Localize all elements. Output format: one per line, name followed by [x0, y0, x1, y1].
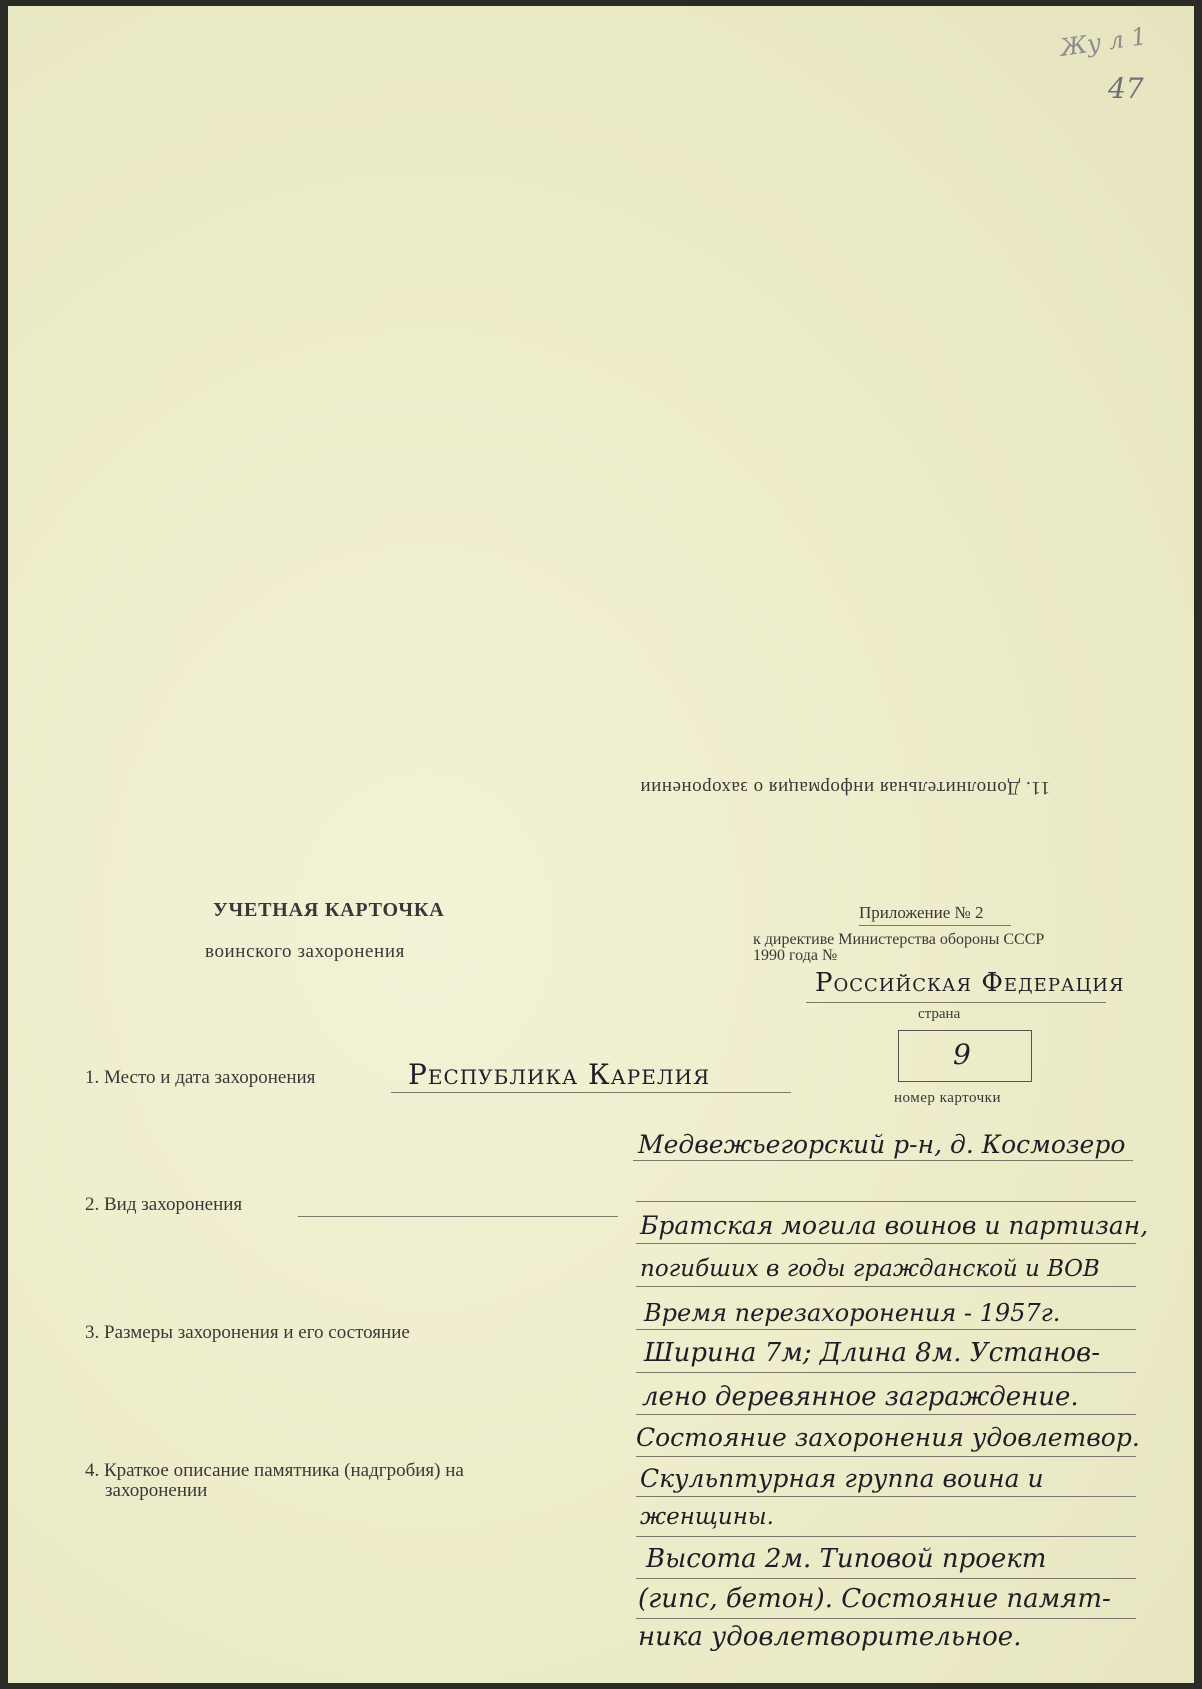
handwritten-line: Состояние захоронения удовлетвор. — [636, 1423, 1140, 1452]
handwritten-line: Высота 2м. Типовой проект — [646, 1544, 1047, 1574]
rotated-section-heading: 11. Дополнительная информация о захоронении — [640, 777, 1051, 798]
card-number-label: номер карточки — [894, 1090, 1001, 1106]
handwritten-line: ника удовлетворительное. — [638, 1622, 1022, 1652]
handwritten-line: лено деревянное заграждение. — [642, 1382, 1079, 1412]
handwritten-line: Ширина 7м; Длина 8м. Установ- — [644, 1338, 1100, 1368]
directive-line1: к директиве Министерства обороны СССР — [753, 931, 1045, 948]
handwritten-line: женщины. — [640, 1504, 774, 1530]
handwritten-line: Медвежьегорский р-н, д. Космозеро — [638, 1130, 1126, 1159]
field-1-value: Республика Карелия — [408, 1058, 711, 1091]
country-label: страна — [918, 1006, 961, 1022]
appendix-label: Приложение № 2 — [859, 903, 984, 922]
card-number-value: 9 — [953, 1038, 971, 1071]
handwritten-line: погибших в годы гражданской и ВОВ — [640, 1256, 1100, 1282]
handwritten-line: Скульптурная группа воина и — [640, 1464, 1044, 1493]
field-4-label-line2: захоронении — [105, 1480, 208, 1501]
document-page — [8, 6, 1194, 1683]
field-3-label: 3. Размеры захоронения и его состояние — [85, 1322, 410, 1343]
handwritten-line: Братская могила воинов и партизан, — [640, 1211, 1149, 1240]
field-1-label: 1. Место и дата захоронения — [85, 1067, 316, 1088]
directive-line2: 1990 года № — [753, 947, 838, 964]
field-4-label-line1: 4. Краткое описание памятника (надгробия) на — [85, 1460, 464, 1481]
card-title: УЧЕТНАЯ КАРТОЧКА — [213, 899, 445, 921]
handwritten-line: Время перезахоронения - 1957г. — [644, 1299, 1061, 1327]
field-2-label: 2. Вид захоронения — [85, 1194, 243, 1215]
pencil-mark: Жу л 1 — [1058, 22, 1149, 62]
country-value: Российская Федерация — [815, 968, 1125, 998]
handwritten-line: (гипс, бетон). Состояние памят- — [638, 1584, 1111, 1614]
page-number: 47 — [1108, 72, 1144, 105]
card-subtitle: воинского захоронения — [205, 941, 405, 962]
